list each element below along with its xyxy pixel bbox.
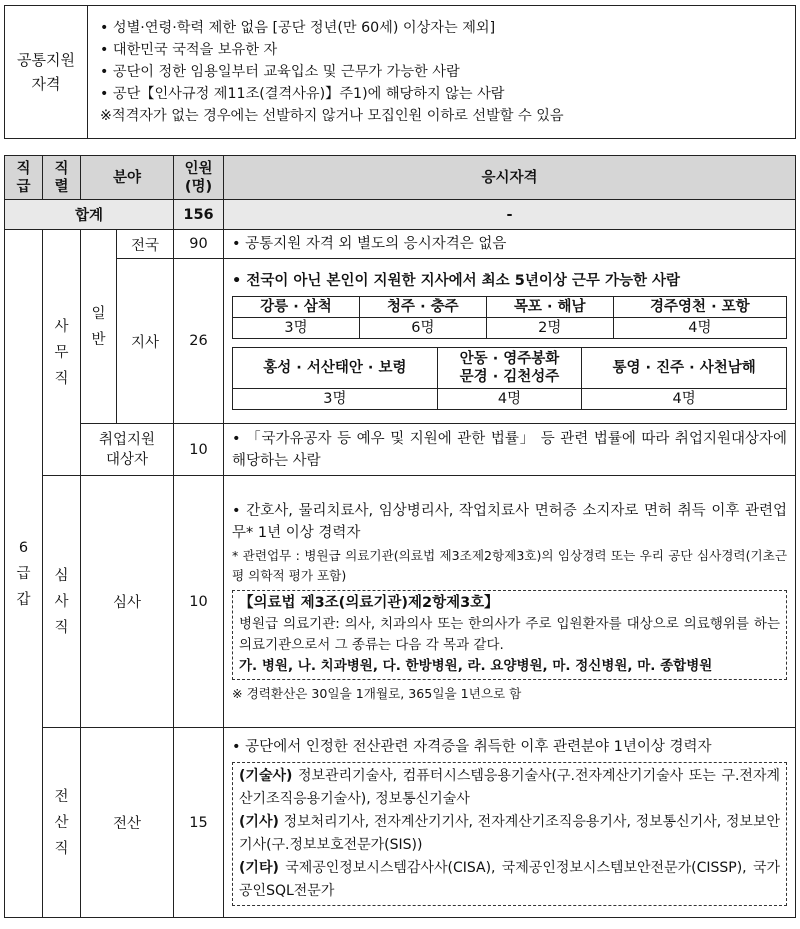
series-admin: 사 무 직	[43, 230, 81, 476]
qual-item: • 공단【인사규정 제11조(결격사유)】주1)에 해당하지 않는 사람	[100, 86, 505, 102]
header-requirement: 응시자격	[224, 156, 796, 200]
header-grade: 직 급	[5, 156, 43, 200]
recruitment-table	[4, 155, 796, 918]
total-count: 156	[174, 200, 224, 230]
field-national: 전국	[117, 230, 174, 259]
branch-quota-table-2	[232, 347, 787, 410]
branch-name: 강릉 · 삼척	[233, 297, 360, 318]
branch-requirement: • 전국이 아닌 본인이 지원한 지사에서 최소 5년이상 근무 가능한 사람	[232, 273, 681, 289]
header-row	[5, 156, 796, 200]
field-employment: 취업지원 대상자	[81, 424, 174, 476]
cert-engineer: (기사) 정보처리기사, 전자계산기기사, 전자계산기조직응용기사, 정보통신기사, 정보보안기사(구.정보보호전문가(SIS))	[239, 813, 780, 853]
review-note: * 관련업무 : 병원급 의료기관(의료법 제3조제2항제3호)의 임상경력 또는 우리 공단 심사경력(기초근평 의학적 평가 포함)	[232, 547, 787, 583]
common-qualification-list	[88, 6, 796, 139]
count-employment: 10	[174, 424, 224, 476]
req-national: • 공통지원 자격 외 별도의 응시자격은 없음	[224, 230, 796, 259]
branch-quota: 4명	[437, 389, 582, 410]
total-label: 합계	[5, 200, 174, 230]
qual-item: • 공단이 정한 임용일부터 교육입소 및 근무가 가능한 사람	[100, 64, 460, 80]
law-body: 병원급 의료기관: 의사, 치과의사 또는 한의사가 주로 입원환자를 대상으로 의료행위를 하는 의료기관으로서 그 종류는 다음 각 목과 같다.	[239, 615, 780, 653]
common-qualification-label: 공통지원 자격	[5, 6, 88, 139]
field-it: 전산	[81, 728, 174, 918]
count-national: 90	[174, 230, 224, 259]
branch-quota: 4명	[613, 318, 786, 339]
req-it	[224, 728, 796, 918]
law-title: 【의료법 제3조(의료기관)제2항제3호】	[239, 594, 499, 611]
count-review: 10	[174, 476, 224, 728]
row-it	[5, 728, 796, 918]
req-employment: • 「국가유공자 등 예우 및 지원에 관한 법률」 등 관련 법률에 따라 취업지원대상자에 해당하는 사람	[224, 424, 796, 476]
req-branch	[224, 259, 796, 424]
branch-quota-table-1	[232, 296, 787, 339]
it-requirement: • 공단에서 인정한 전산관련 자격증을 취득한 이후 관련분야 1년이상 경력자	[232, 738, 712, 755]
cert-tech: (기술사) 정보관리기술사, 컴퓨터시스템응용기술사(구.전자계산기기술사 또는 구.전자계산기조직응용기술사), 정보통신기술사	[239, 767, 780, 807]
count-branch: 26	[174, 259, 224, 424]
field-review: 심사	[81, 476, 174, 728]
branch-quota: 3명	[233, 318, 360, 339]
branch-name: 청주 · 충주	[359, 297, 486, 318]
branch-quota: 4명	[582, 389, 787, 410]
medical-law-box	[232, 590, 787, 680]
conversion-note: ※ 경력환산은 30일을 1개월로, 365일을 1년으로 함	[232, 685, 522, 701]
qual-note: ※적격자가 없는 경우에는 선발하지 않거나 모집인원 이하로 선발할 수 있음	[100, 108, 564, 124]
series-review: 심 사 직	[43, 476, 81, 728]
req-review	[224, 476, 796, 728]
row-employment	[5, 424, 796, 476]
branch-name: 경주영천 · 포항	[613, 297, 786, 318]
cert-etc: (기타) 국제공인정보시스템감사사(CISA), 국제공인정보시스템보안전문가(CISSP), 국가공인SQL전문가	[239, 859, 780, 899]
law-list: 가. 병원, 나. 치과병원, 다. 한방병원, 라. 요양병원, 마. 정신병원, 마. 종합병원	[239, 657, 713, 674]
branch-name: 통영 · 진주 · 사천남해	[582, 348, 787, 389]
branch-name: 안동 · 영주봉화 문경 · 김천성주	[437, 348, 582, 389]
count-it: 15	[174, 728, 224, 918]
header-count: 인원 (명)	[174, 156, 224, 200]
grade-cell: 6 급 갑	[5, 230, 43, 918]
header-series: 직 렬	[43, 156, 81, 200]
review-requirement: • 간호사, 물리치료사, 임상병리사, 작업치료사 면허증 소지자로 면허 취득 이후 관련업무* 1년 이상 경력자	[232, 502, 787, 541]
row-branch	[5, 259, 796, 424]
field-branch: 지사	[117, 259, 174, 424]
branch-name: 목포 · 해남	[486, 297, 613, 318]
row-review	[5, 476, 796, 728]
field-general: 일 반	[81, 230, 117, 424]
row-national	[5, 230, 796, 259]
common-qualification-table	[4, 5, 796, 139]
qual-item: • 성별·연령·학력 제한 없음 [공단 정년(만 60세) 이상자는 제외]	[100, 20, 496, 36]
it-certificate-box	[232, 762, 787, 906]
branch-quota: 6명	[359, 318, 486, 339]
total-requirement: -	[224, 200, 796, 230]
series-it: 전 산 직	[43, 728, 81, 918]
branch-name: 홍성 · 서산태안 · 보령	[233, 348, 438, 389]
branch-quota: 3명	[233, 389, 438, 410]
header-field: 분야	[81, 156, 174, 200]
total-row	[5, 200, 796, 230]
qual-item: • 대한민국 국적을 보유한 자	[100, 42, 278, 58]
branch-quota: 2명	[486, 318, 613, 339]
